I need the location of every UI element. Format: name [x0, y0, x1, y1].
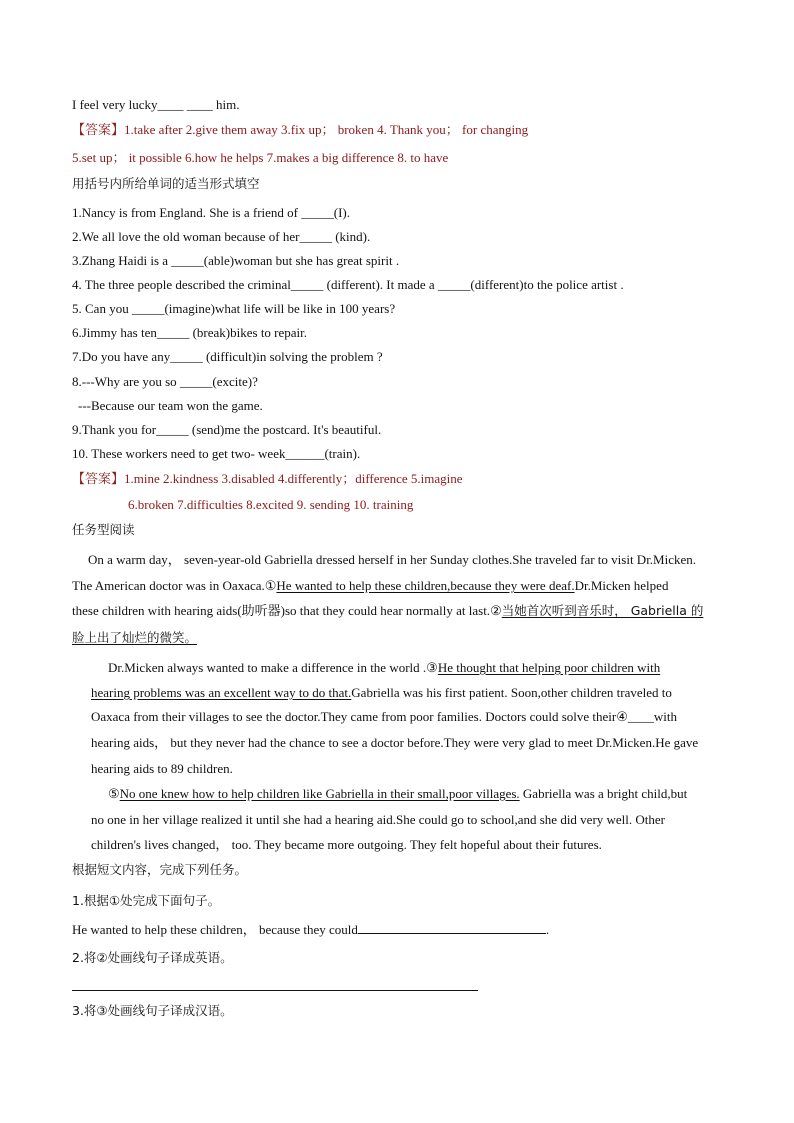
marker-3: ③ [426, 660, 438, 675]
answer-text: 1.mine 2.kindness 3.disabled 4.differently；difference 5.imagine [124, 471, 463, 486]
task-2: 2.将②处画线句子译成英语。 [72, 950, 233, 965]
marker-1: ① [264, 578, 277, 593]
answer-key-2-line-2: 6.broken 7.difficulties 8.excited 9. sending 10. training [128, 497, 414, 512]
marker-4: ④ [616, 709, 628, 724]
passage-p1-line-3 [72, 603, 703, 619]
underlined-sentence-3b: hearing problems was an excellent way to do that. [91, 685, 352, 700]
passage-p3-line-1 [108, 786, 687, 802]
passage-p3-line-2: no one in her village realized it until she had a hearing aid.She could go to school,and she did very well. Other [91, 812, 666, 827]
answer-blank[interactable] [358, 922, 546, 934]
section-title-task-reading: 任务型阅读 [72, 522, 135, 537]
answer-label: 【答案】 [72, 122, 125, 137]
answer-key-1-line-1 [72, 122, 528, 138]
answer-key-2-line-1 [72, 471, 463, 487]
text: Gabriella was a bright child,but [519, 786, 688, 801]
blank-4: ____ [627, 709, 654, 724]
text: these children with hearing aids(助听器)so that they could hear normally at last. [72, 603, 491, 618]
answer-text: 1.take after 2.give them away 3.fix up； broken 4. Thank you； for changing [124, 122, 529, 137]
passage-p2-line-3 [91, 709, 677, 725]
underlined-sentence-1: He wanted to help these children,because they were deaf. [276, 578, 575, 593]
passage-p1-line-4: 脸上出了灿烂的微笑。 [72, 630, 198, 645]
text: Oaxaca from their villages to see the doctor.They came from poor families. Doctors could solve their [91, 709, 617, 724]
marker-5: ⑤ [108, 786, 120, 801]
text: . [545, 922, 550, 937]
question-1: 1.Nancy is from England. She is a friend of _____(I). [72, 205, 350, 220]
answer-key-1-line-2: 5.set up； it possible 6.how he helps 7.makes a big difference 8. to have [72, 150, 449, 165]
text: with [653, 709, 678, 724]
answer-label: 【答案】 [72, 471, 125, 486]
question-7: 7.Do you have any_____ (difficult)in solving the problem ? [72, 349, 383, 364]
question-8-line-1: 8.---Why are you so _____(excite)? [72, 374, 258, 389]
text: The American doctor was in Oaxaca. [72, 578, 265, 593]
question-10: 10. These workers need to get two- week______(train). [72, 446, 361, 461]
answer-line-task-2[interactable] [72, 990, 478, 991]
task-instructions: 根据短文内容，完成下列任务。 [72, 862, 248, 877]
text: Dr.Micken helped [574, 578, 669, 593]
marker-2: ② [490, 603, 502, 618]
task-1-sentence [72, 922, 549, 938]
passage-p1-line-2 [72, 578, 668, 594]
underlined-sentence-5: No one knew how to help children like Gabriella in their small,poor villages. [119, 786, 520, 801]
passage-p1-line-1: On a warm day， seven-year-old Gabriella dressed herself in her Sunday clothes.She traveled far to visit Dr.Micken. [88, 552, 697, 567]
question-4: 4. The three people described the criminal_____ (different). It made a _____(different)to the police artist . [72, 277, 624, 292]
passage-p2-line-5: hearing aids to 89 children. [91, 761, 233, 776]
question-5: 5. Can you _____(imagine)what life will be like in 100 years? [72, 301, 396, 316]
question-3: 3.Zhang Haidi is a _____(able)woman but she has great spirit . [72, 253, 400, 268]
question-6: 6.Jimmy has ten_____ (break)bikes to repair. [72, 325, 308, 340]
passage-p2-line-1 [108, 660, 660, 676]
passage-p2-line-4: hearing aids， but they never had the chance to see a doctor before.They were very glad to meet Dr.Micken.He gave [91, 735, 699, 750]
question-8-line-2: ---Because our team won the game. [78, 398, 263, 413]
intro-sentence: I feel very lucky____ ____ him. [72, 97, 240, 112]
question-9: 9.Thank you for_____ (send)me the postcard. It's beautiful. [72, 422, 382, 437]
text: Dr.Micken always wanted to make a difference in the world . [108, 660, 427, 675]
passage-p3-line-3: children's lives changed， too. They became more outgoing. They felt hopeful about their futures. [91, 837, 602, 852]
underlined-sentence-2: 当她首次听到音乐时， Gabriella 的 [501, 603, 704, 618]
passage-p2-line-2 [91, 685, 672, 701]
task-3: 3.将③处画线句子译成汉语。 [72, 1003, 233, 1018]
text: Gabriella was his first patient. Soon,other children traveled to [351, 685, 672, 700]
question-2: 2.We all love the old woman because of her_____ (kind). [72, 229, 371, 244]
text: He wanted to help these children， because they could [72, 922, 358, 937]
section-title-fill-blanks: 用括号内所给单词的适当形式填空 [72, 176, 260, 191]
underlined-sentence-3a: He thought that helping poor children with [437, 660, 661, 675]
task-1: 1.根据①处完成下面句子。 [72, 893, 221, 908]
